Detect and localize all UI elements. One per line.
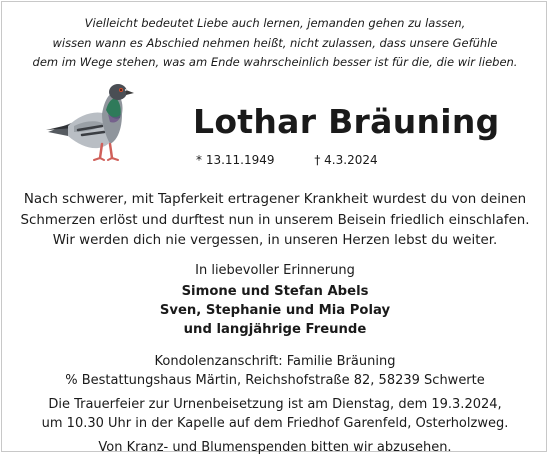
life-dates [196,152,378,168]
poem-line: dem im Wege stehen, was am Ende wahrscheinlich besser ist für die, die wir lieben. [32,55,518,69]
death-date: † 4.3.2024 [314,153,378,167]
flowers-note: Von Kranz- und Blumenspenden bitten wir abzusehen. [98,440,452,455]
birth-date: * 13.11.1949 [196,153,275,167]
deceased-name: Lothar Bräuning [193,102,500,141]
message-line: Schmerzen erlöst und durftest nun in unserem Beisein friedlich einschlafen. [20,212,530,228]
message-line: Nach schwerer, mit Tapferkeit ertragener Krankheit wurdest du von deinen [23,192,527,207]
contact-block [0,353,550,458]
mourners-block [0,261,550,339]
ceremony-line: Die Trauerfeier zur Urnenbeisetzung ist am Dienstag, dem 19.3.2024, [48,397,502,412]
memory-intro: In liebevoller Erinnerung [195,263,355,278]
condolence-address: Kondolenzanschrift: Familie Bräuning [154,354,396,369]
mourner-line: Sven, Stephanie und Mia Polay [159,303,391,318]
poem-line: Vielleicht bedeutet Liebe auch lernen, jemanden gehen zu lassen, [84,16,466,30]
ceremony-line: um 10.30 Uhr in der Kapelle auf dem Friedhof Garenfeld, Osterholzweg. [41,415,509,431]
mourner-line: Simone und Stefan Abels [181,284,369,299]
message-line: Wir werden dich nie vergessen, in unseren Herzen lebst du weiter. [52,233,498,248]
pigeon-icon [44,80,140,166]
mourner-line: und langjährige Freunde [183,322,367,337]
poem [0,14,550,73]
poem-line: wissen wann es Abschied nehmen heißt, nicht zulassen, dass unsere Gefühle [52,35,498,50]
funeral-home-address: % Bestattungshaus Märtin, Reichshofstraße 82, 58239 Schwerte [65,372,485,388]
farewell-message [0,190,550,252]
